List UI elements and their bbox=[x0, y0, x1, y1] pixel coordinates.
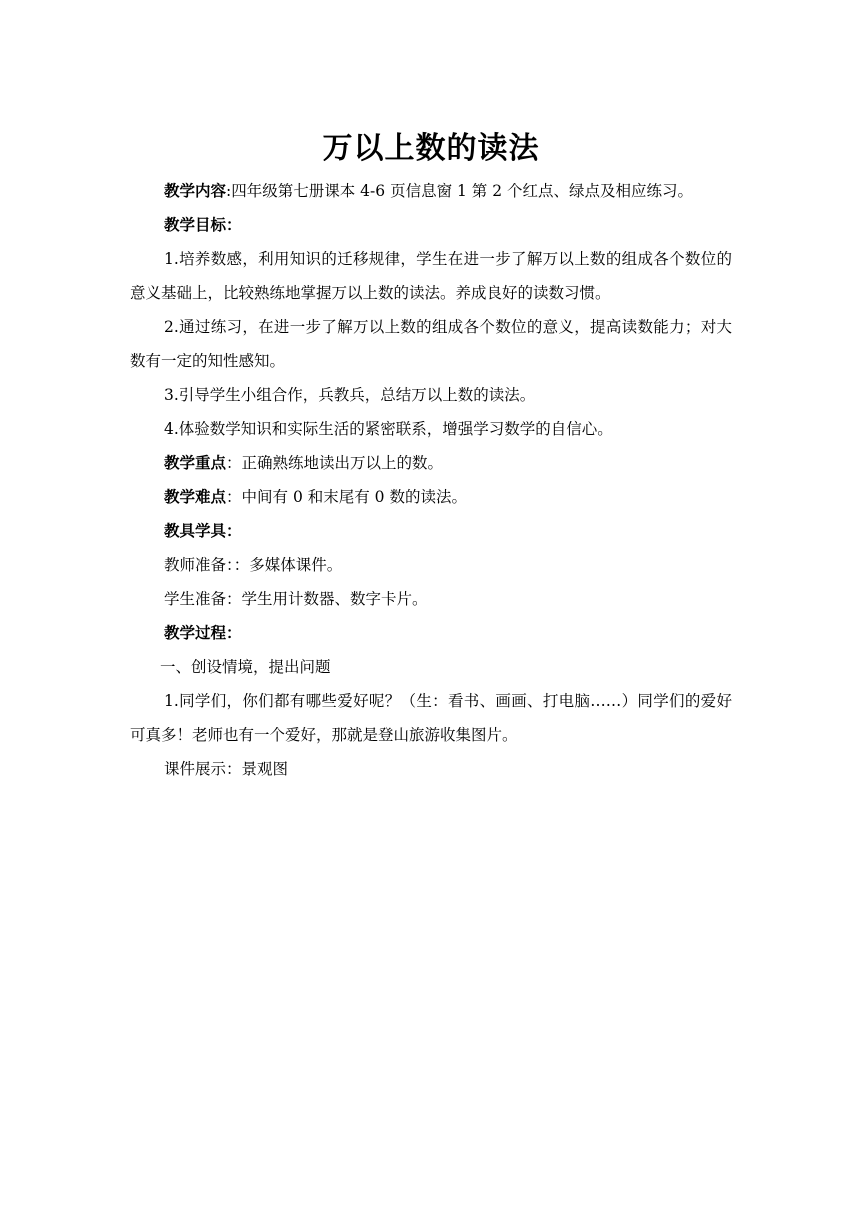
key-point-label: 教学重点 bbox=[164, 454, 227, 472]
section-1-paragraph: 1.同学们，你们都有哪些爱好呢？（生：看书、画画、打电脑……）同学们的爱好可真多！老师也有一个爱好，那就是登山旅游收集图片。 bbox=[130, 692, 732, 744]
document-title: 万以上数的读法 bbox=[322, 131, 540, 166]
teacher-prep: 教师准备：：多媒体课件。 bbox=[164, 556, 343, 574]
goal-item-1: 1.培养数感，利用知识的迁移规律，学生在进一步了解万以上数的组成各个数位的意义基础上，比较熟练地掌握万以上数的读法。养成良好的读数习惯。 bbox=[130, 250, 732, 302]
teaching-content-text: 四年级第七册课本 4-6 页信息窗 1 第 2 个红点、绿点及相应练习。 bbox=[231, 182, 693, 200]
student-prep: 学生准备：学生用计数器、数字卡片。 bbox=[164, 590, 428, 608]
difficulty-text: 中间有 0 和末尾有 0 数的读法。 bbox=[241, 488, 467, 506]
goal-item-4: 4.体验数学知识和实际生活的紧密联系，增强学习数学的自信心。 bbox=[164, 420, 613, 438]
goal-item-3: 3.引导学生小组合作，兵教兵，总结万以上数的读法。 bbox=[164, 386, 536, 404]
teaching-content-label: 教学内容 bbox=[164, 182, 227, 200]
document-page bbox=[130, 126, 732, 786]
difficulty-colon: ： bbox=[226, 488, 242, 506]
key-point-text: 正确熟练地读出万以上的数。 bbox=[241, 454, 444, 472]
tools-heading: 教具学具： bbox=[164, 522, 242, 540]
teaching-goals-heading: 教学目标： bbox=[164, 216, 242, 234]
courseware-line: 课件展示：景观图 bbox=[164, 760, 289, 778]
difficulty-label: 教学难点 bbox=[164, 488, 227, 506]
key-point-line bbox=[130, 446, 732, 480]
teaching-content-colon: : bbox=[226, 182, 232, 200]
section-1-title: 一、创设情境，提出问题 bbox=[160, 658, 331, 676]
goal-item-2: 2.通过练习，在进一步了解万以上数的组成各个数位的意义，提高读数能力；对大数有一定的知性感知。 bbox=[130, 318, 732, 370]
key-point-colon: ： bbox=[226, 454, 242, 472]
process-heading: 教学过程： bbox=[164, 624, 242, 642]
teaching-content-line bbox=[130, 174, 732, 208]
difficulty-line bbox=[130, 480, 732, 514]
